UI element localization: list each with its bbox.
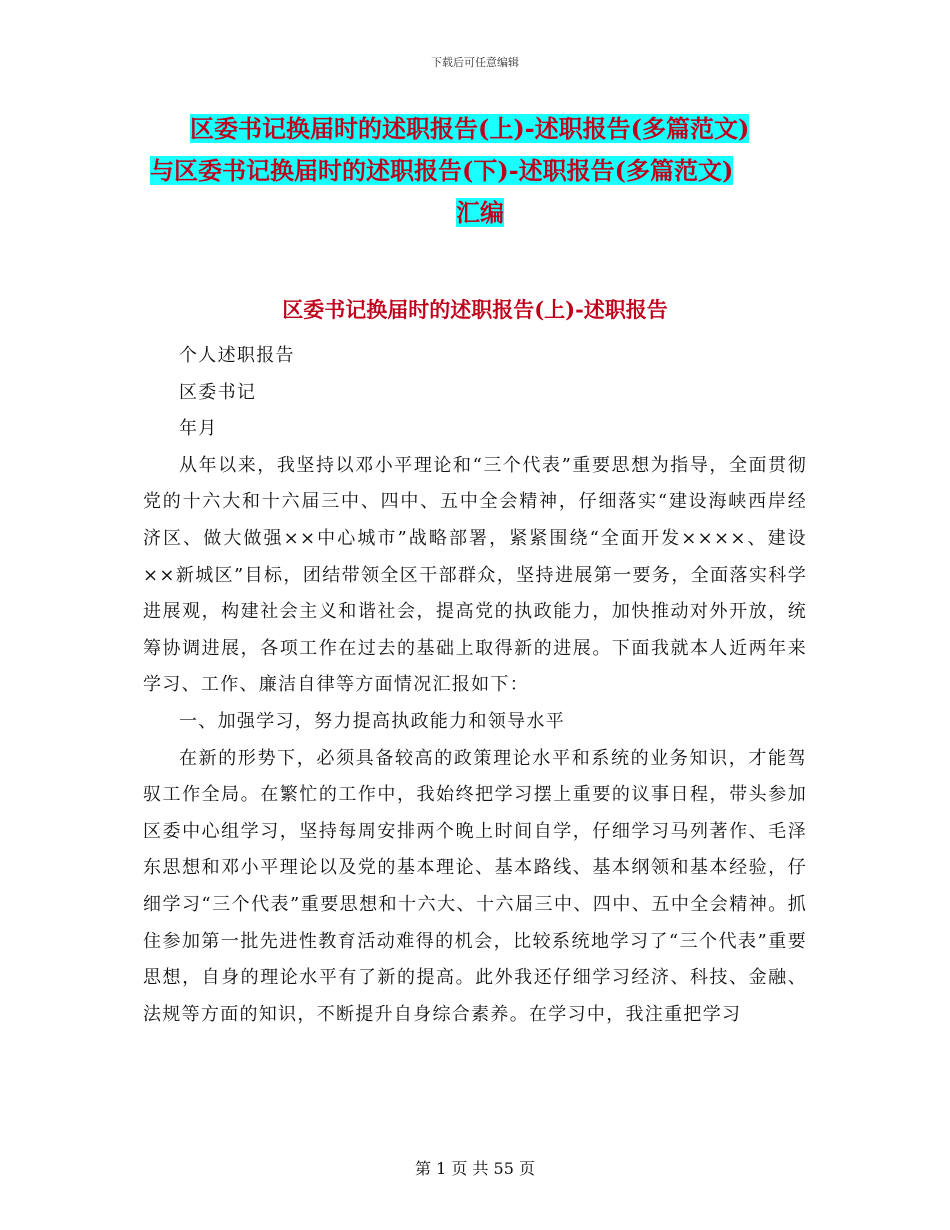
page-footer: 第 1 页 共 55 页	[415, 1159, 535, 1178]
paragraph: 区委书记	[179, 381, 257, 403]
paragraph: 年月	[179, 418, 218, 440]
paragraph: 个人述职报告	[179, 345, 295, 366]
document-title	[150, 108, 810, 234]
title-line-1: 区委书记换届时的述职报告(上)-述职报告(多篇范文)	[190, 114, 750, 143]
section-title: 区委书记换届时的述职报告(上)-述职报告	[282, 297, 668, 322]
title-line-2: 与区委书记换届时的述职报告(下)-述职报告(多篇范文)	[150, 156, 734, 185]
paragraph: 在新的形势下，必须具备较高的政策理论水平和系统的业务知识，才能驾驭工作全局。在繁忙的工作中，我始终把学习摆上重要的议事日程，带头参加区委中心组学习，坚持每周安排两个晚上时间自学，仔细学习马列著作、毛泽东思想和邓小平理论以及党的基本理论、基本路线、基本纲领和基本经验，仔细学习“三个代表”重要思想和十六大、十六届三中、四中、五中全会精神。抓住参加第一批先进性教育活动难得的机会，比较系统地学习了“三个代表”重要思想，自身的理论水平有了新的提高。此外我还仔细学习经济、科技、金融、法规等方面的知识，不断提升自身综合素养。在学习中，我注重把学习	[143, 747, 807, 1025]
paragraph: 从年以来，我坚持以邓小平理论和“三个代表”重要思想为指导，全面贯彻党的十六大和十六届三中、四中、五中全会精神，仔细落实“建设海峡西岸经济区、做大做强××中心城市”战略部署，紧紧围绕“全面开发××××、建设××新城区”目标，团结带领全区干部群众，坚持进展第一要务，全面落实科学进展观，构建社会主义和谐社会，提高党的执政能力，加快推动对外开放，统筹协调进展，各项工作在过去的基础上取得新的进展。下面我就本人近两年来学习、工作、廉洁自律等方面情况汇报如下：	[143, 454, 807, 696]
header-note: 下载后可任意编辑	[431, 56, 519, 69]
paragraph: 一、加强学习，努力提高执政能力和领导水平	[179, 710, 565, 732]
body-text	[143, 338, 807, 1033]
title-line-3: 汇编	[456, 198, 504, 227]
